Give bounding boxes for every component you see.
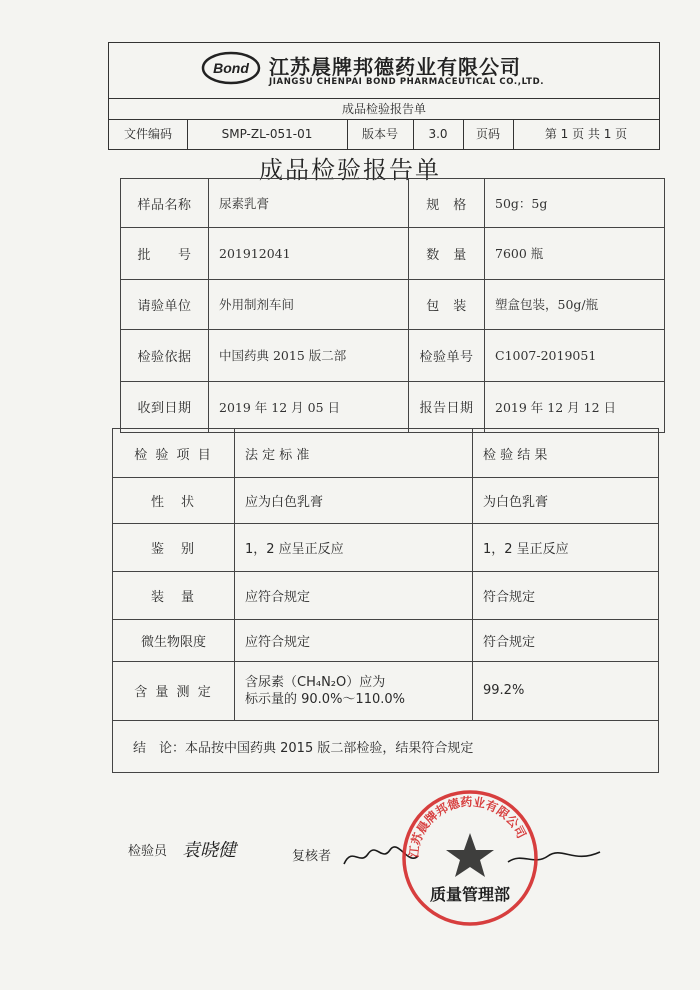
packaging-value: 塑盒包装，50g/瓶: [495, 297, 599, 312]
company-seal-stamp: [400, 788, 540, 928]
table-row: [113, 477, 658, 524]
test-result: 99.2%: [483, 683, 525, 698]
test-item: 装 量: [113, 571, 235, 619]
info-row: [121, 279, 664, 330]
requesting-unit-label: 请验单位: [121, 279, 209, 329]
logo-text: Bond: [213, 60, 249, 76]
brand-bar: [109, 43, 659, 99]
stamp-ring-text: 江苏晨牌邦德药业有限公司: [406, 794, 529, 859]
file-no-value: SMP-ZL-051-01: [187, 120, 348, 149]
info-row: [121, 179, 664, 228]
test-result: 符合规定: [483, 589, 536, 605]
document-header: [108, 42, 660, 150]
basis-value: 中国药典 2015 版二部: [209, 329, 409, 381]
company-name-cn: 江苏晨牌邦德药业有限公司: [269, 55, 521, 79]
quantity-value: 7600 瓶: [495, 246, 544, 261]
test-result: 符合规定: [483, 634, 536, 650]
test-standard-line: 标示量的 90.0%～110.0%: [245, 691, 405, 707]
version-label: 版本号: [347, 120, 414, 149]
company-name-en: JIANGSU CHENPAI BOND PHARMACEUTICAL CO.,LTD.: [269, 77, 545, 87]
received-date-value: 2019 年 12 月 05 日: [209, 381, 409, 432]
report-no-label: 检验单号: [409, 329, 485, 381]
received-date-label: 收到日期: [121, 381, 209, 432]
test-item: 微生物限度: [113, 619, 235, 661]
reviewer-label: 复核者: [292, 849, 332, 864]
table-row: [113, 571, 658, 620]
sample-name-label: 样品名称: [121, 179, 209, 227]
page-label: 页码: [463, 120, 514, 149]
conclusion-text: 结 论：本品按中国药典 2015 版二部检验，结果符合规定: [133, 740, 474, 756]
test-standard: [235, 661, 473, 720]
table-row: [113, 619, 658, 662]
report-date-value: 2019 年 12 月 12 日: [495, 399, 616, 415]
header-doc-title: 成品检验报告单: [109, 99, 659, 120]
info-row: [121, 227, 664, 280]
header-meta-row: [109, 120, 659, 149]
test-item: 性 状: [113, 477, 235, 523]
info-row: [121, 329, 664, 382]
report-date-label: 报告日期: [409, 381, 485, 432]
report-no-value: C1007-2019051: [495, 347, 597, 363]
basis-label: 检验依据: [121, 329, 209, 381]
test-results-table: [112, 428, 659, 773]
test-standard: 应为白色乳膏: [235, 477, 473, 523]
version-value: 3.0: [413, 120, 464, 149]
inspector-signature: 袁晓健: [182, 840, 236, 861]
col-header-item: 检 验 项 目: [113, 429, 235, 477]
page-value: 第 1 页 共 1 页: [544, 127, 628, 141]
packaging-label: 包 装: [409, 279, 485, 329]
star-icon: [446, 833, 494, 877]
file-no-label: 文件编码: [109, 120, 188, 149]
test-standard: 应符合规定: [235, 571, 473, 619]
spec-value: 50g：5g: [495, 196, 548, 211]
spec-label: 规 格: [409, 179, 485, 227]
report-title: 成品检验报告单: [259, 156, 441, 184]
sample-name-value: 尿素乳膏: [209, 179, 409, 227]
quantity-label: 数 量: [409, 227, 485, 279]
batch-value: 201912041: [209, 227, 409, 279]
test-standard-line: 含尿素（CH₄N₂O）应为: [245, 674, 386, 690]
col-header-result: 检 验 结 果: [483, 447, 548, 463]
test-result: 为白色乳膏: [483, 494, 549, 510]
company-logo-icon: [201, 51, 261, 85]
requesting-unit-value: 外用制剂车间: [209, 279, 409, 329]
test-standard: 1，2 应呈正反应: [235, 523, 473, 571]
table-row: [113, 523, 658, 572]
test-item: 鉴 别: [113, 523, 235, 571]
table-row: [113, 661, 658, 721]
test-item: 含 量 测 定: [113, 661, 235, 720]
batch-label: 批 号: [121, 227, 209, 279]
col-header-standard: 法 定 标 准: [235, 429, 473, 477]
sample-info-table: [120, 178, 665, 433]
inspector-label: 检验员: [128, 844, 168, 859]
test-standard: 应符合规定: [235, 619, 473, 661]
test-header-row: [113, 429, 658, 478]
test-result: 1，2 呈正反应: [483, 541, 569, 557]
stamp-department-text: 质量管理部: [429, 885, 511, 904]
info-row: [121, 381, 664, 432]
